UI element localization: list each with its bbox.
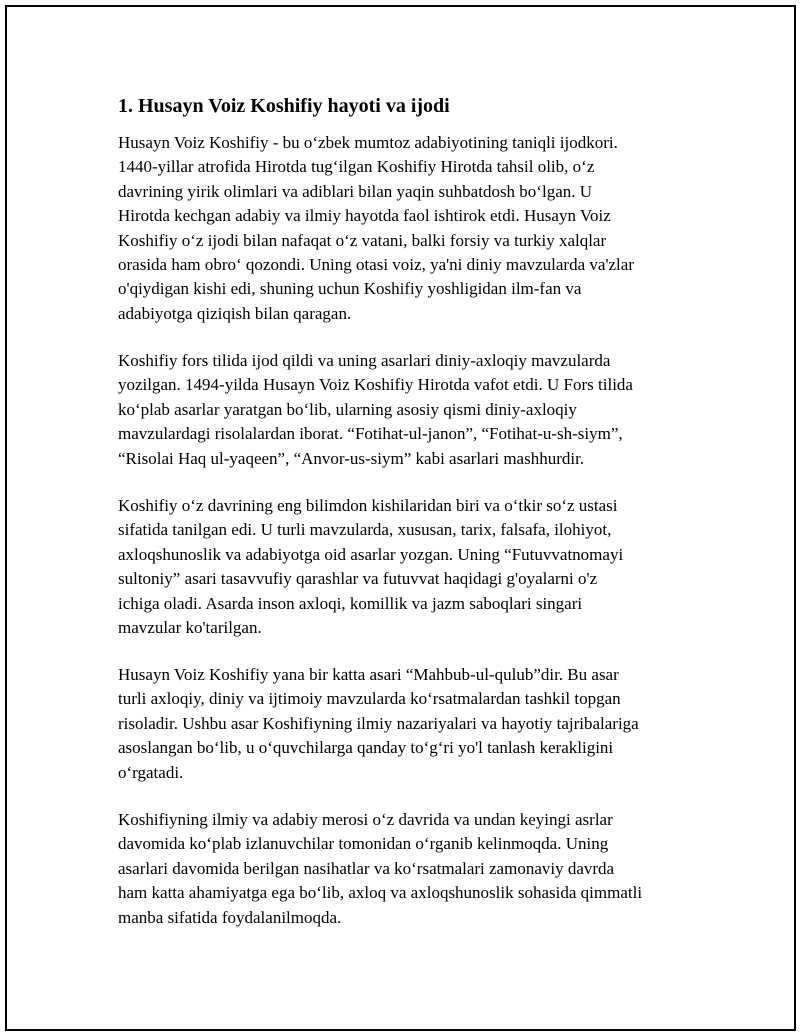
paragraph-line: Hirotda kechgan adabiy va ilmiy hayotda faol ishtirok etdi. Husayn Voiz	[118, 206, 611, 226]
paragraph-line: ham katta ahamiyatga ega bo‘lib, axloq va axloqshunoslik sohasida qimmatli	[118, 883, 643, 903]
paragraph-line: sultoniy” asari tasavvufiy qarashlar va futuvvat haqidagi g'oyalarni o'z	[118, 569, 598, 589]
paragraph-line: mavzulardagi risolalardan iborat. “Fotihat-ul-janon”, “Fotihat-u-sh-siym”,	[118, 424, 623, 444]
paragraph-line: axloqshunoslik va adabiyotga oid asarlar yozgan. Uning “Futuvvatnomayi	[118, 544, 624, 564]
paragraph-line: manba sifatida foydalanilmoqda.	[118, 907, 342, 927]
paragraph-line: Koshifiy o‘z davrining eng bilimdon kishilaridan biri va o‘tkir so‘z ustasi	[118, 496, 618, 515]
paragraph-2	[118, 349, 633, 471]
paragraph-line: asoslangan bo‘lib, u o‘quvchilarga qanday to‘g‘ri yo'l tanlash kerakligini	[118, 738, 614, 758]
paragraph-line: Koshifiyning ilmiy va adabiy merosi o‘z davrida va undan keyingi asrlar	[118, 810, 613, 829]
paragraph-line: risoladir. Ushbu asar Koshifiyning ilmiy nazariyalari va hayotiy tajribalariga	[118, 713, 639, 733]
paragraph-line: 1440-yillar atrofida Hirotda tug‘ilgan Koshifiy Hirotda tahsil olib, o‘z	[118, 157, 595, 177]
paragraph-line: turli axloqiy, diniy va ijtimoiy mavzularda ko‘rsatmalardan tashkil topgan	[118, 689, 621, 709]
paragraph-line: ko‘plab asarlar yaratgan bo‘lib, ularning asosiy qismi diniy-axloqiy	[118, 399, 577, 419]
paragraph-line: “Risolai Haq ul-yaqeen”, “Anvor-us-siym” kabi asarlari mashhurdir.	[118, 448, 585, 468]
paragraph-line: ichiga oladi. Asarda inson axloqi, komillik va jazm saboqlari singari	[118, 593, 583, 613]
paragraph-line: Koshifiy o‘z ijodi bilan nafaqat o‘z vatani, balki forsiy va turkiy xalqlar	[118, 230, 607, 250]
paragraph-4	[118, 663, 639, 785]
paragraph-line: sifatida tanilgan edi. U turli mavzularda, xususan, tarix, falsafa, ilohiyot,	[118, 520, 612, 540]
paragraph-line: o‘rgatadi.	[118, 762, 184, 782]
paragraph-line: davrining yirik olimlari va adiblari bilan yaqin suhbatdosh bo‘lgan. U	[118, 181, 593, 201]
paragraph-line: mavzular ko'tarilgan.	[118, 617, 262, 637]
paragraph-line: davomida ko‘plab izlanuvchilar tomonidan o‘rganib kelinmoqda. Uning	[118, 834, 609, 854]
document-body	[118, 93, 698, 927]
paragraph-line: Husayn Voiz Koshifiy - bu o‘zbek mumtoz adabiyotining taniqli ijodkori.	[118, 133, 618, 152]
paragraph-line: Koshifiy fors tilida ijod qildi va uning asarlari diniy-axloqiy mavzularda	[118, 351, 611, 370]
paragraph-line: o'qiydigan kishi edi, shuning uchun Koshifiy yoshligidan ilm-fan va	[118, 279, 582, 299]
paragraph-line: Husayn Voiz Koshifiy yana bir katta asari “Mahbub-ul-qulub”dir. Bu asar	[118, 665, 619, 684]
paragraph-3	[118, 494, 623, 640]
paragraph-line: orasida ham obro‘ qozondi. Uning otasi voiz, ya'ni diniy mavzularda va'zlar	[118, 254, 634, 274]
document-title: 1. Husayn Voiz Koshifiy hayoti va ijodi	[118, 95, 450, 117]
paragraph-line: asarlari davomida berilgan nasihatlar va ko‘rsatmalari zamonaviy davrda	[118, 858, 615, 878]
paragraph-5	[118, 808, 642, 930]
paragraph-1	[118, 131, 634, 326]
paragraph-line: adabiyotga qiziqish bilan qaragan.	[118, 303, 352, 323]
paragraph-line: yozilgan. 1494-yilda Husayn Voiz Koshifiy Hirotda vafot etdi. U Fors tilida	[118, 375, 633, 395]
